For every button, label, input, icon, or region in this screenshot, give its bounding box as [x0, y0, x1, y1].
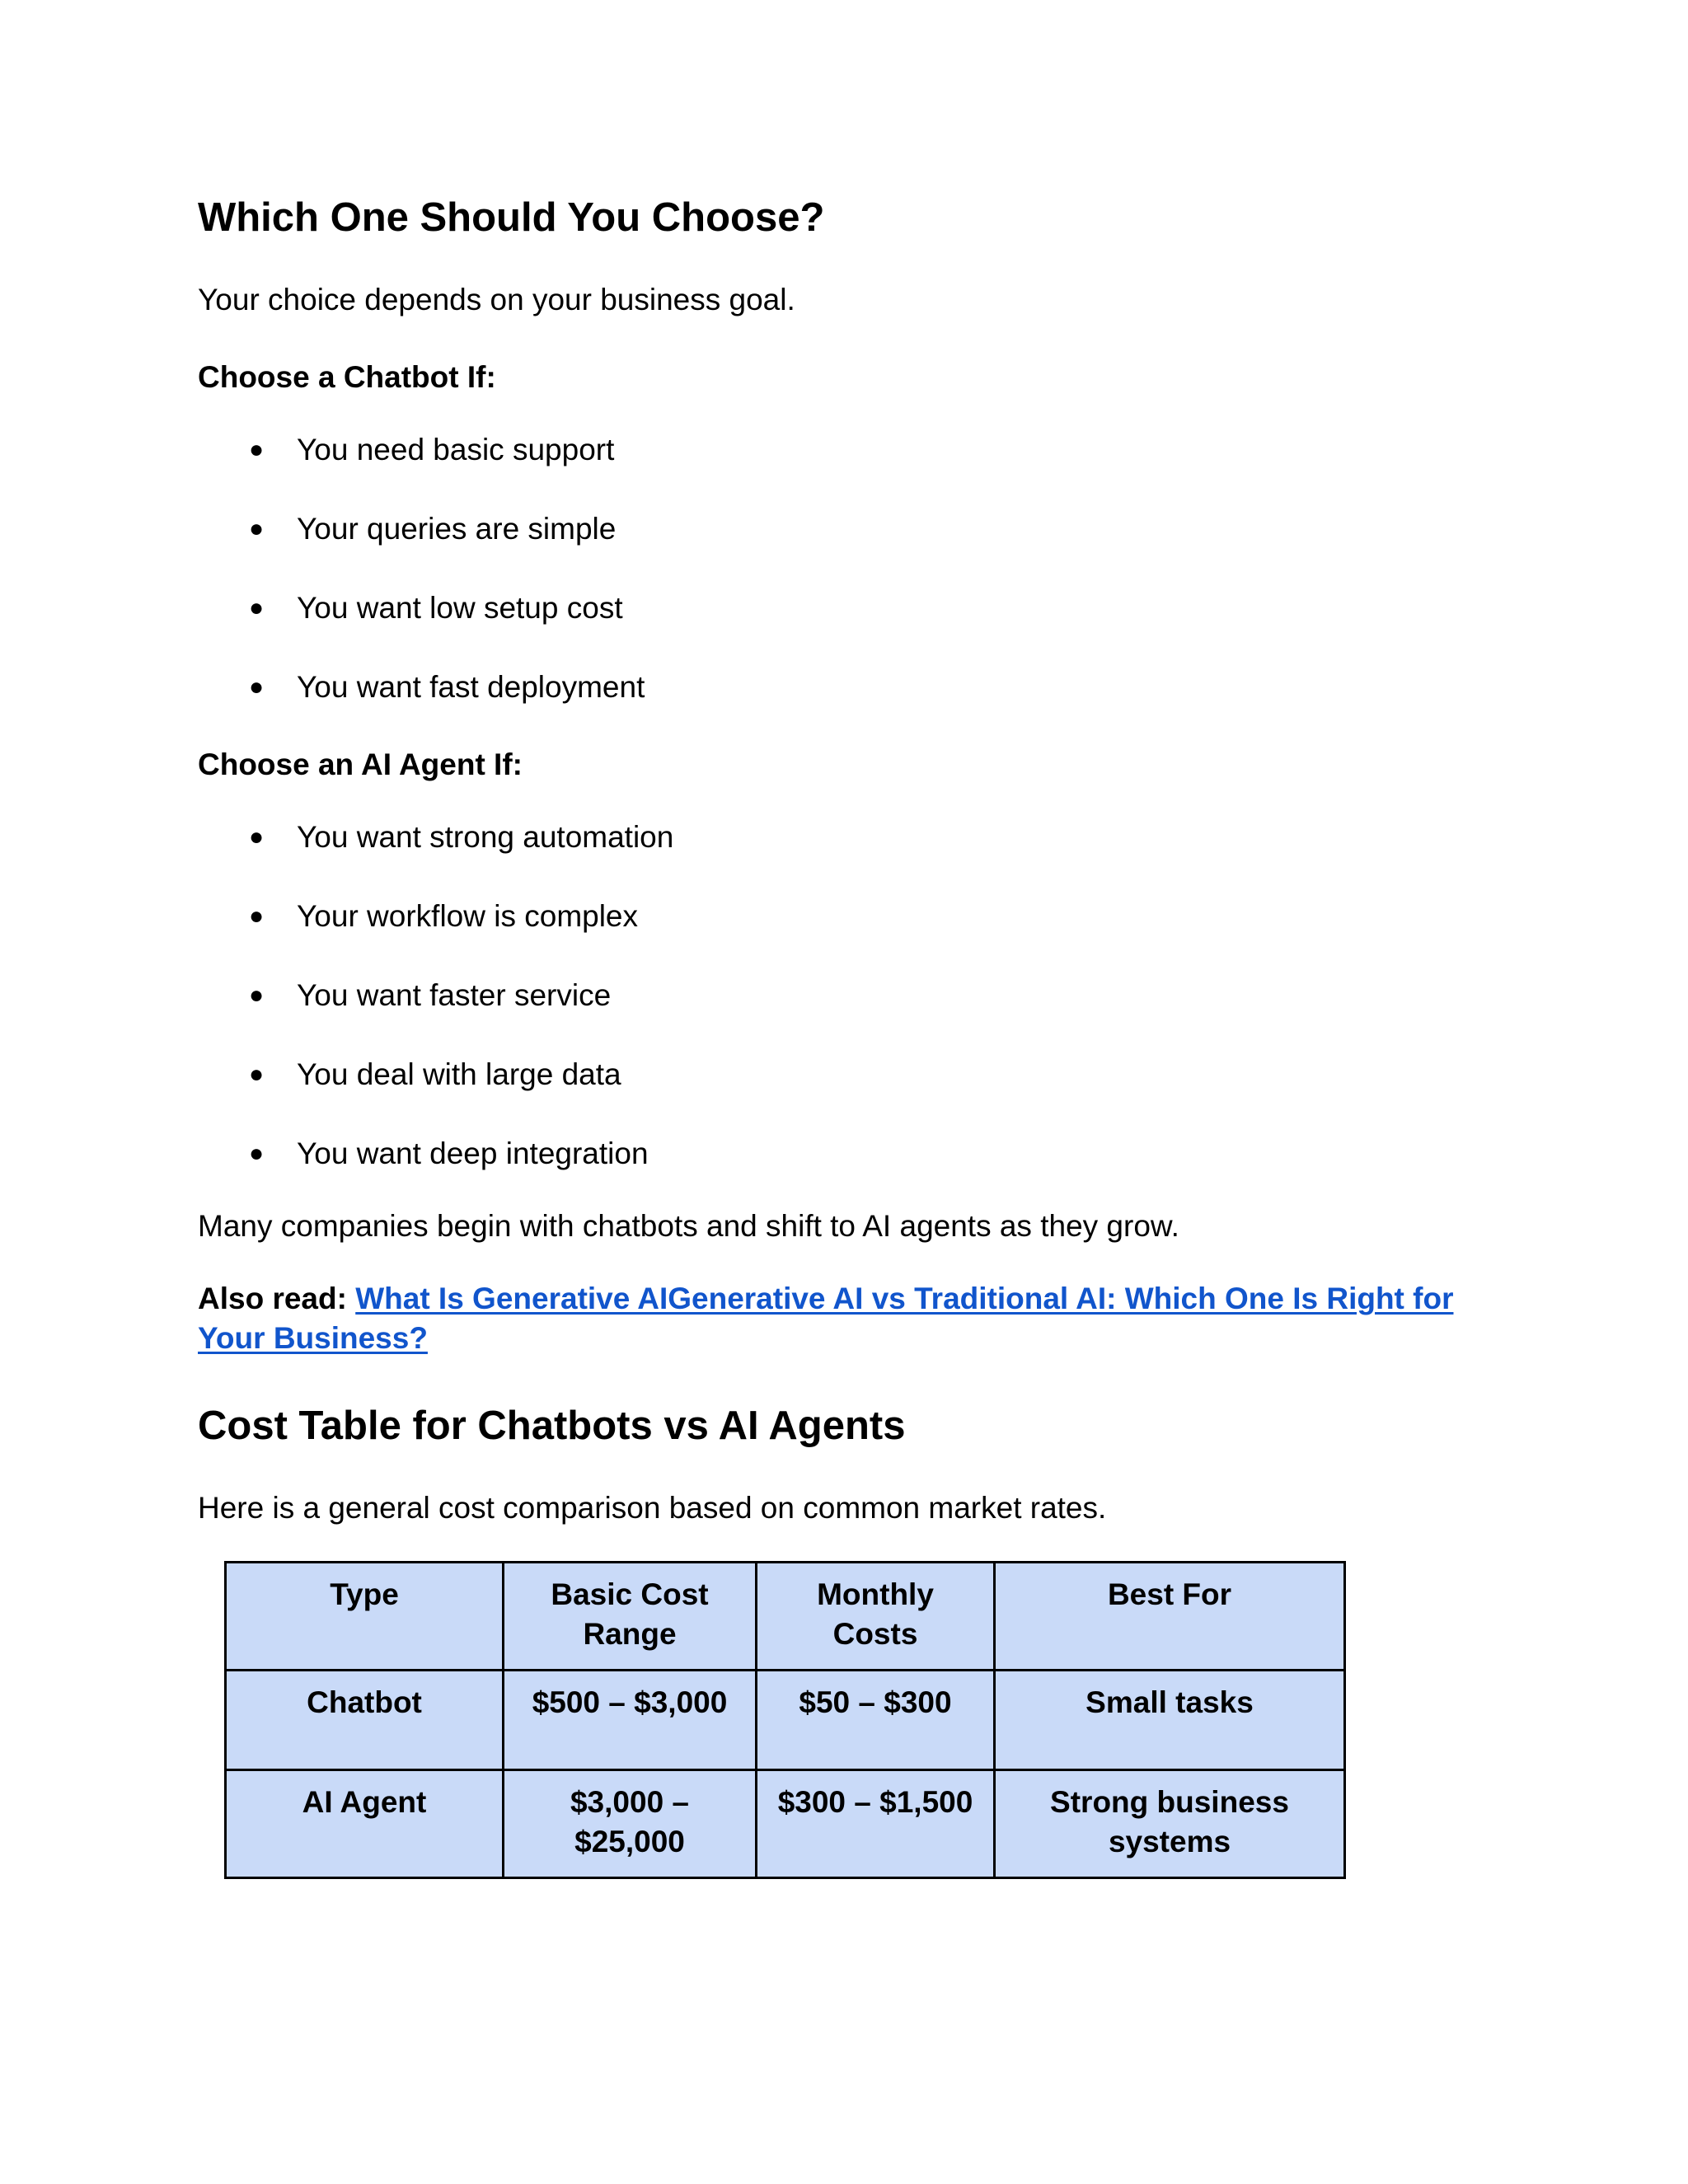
list-item: ● You want strong automation [198, 818, 1517, 857]
table-header-cell: Basic Cost Range [504, 1563, 757, 1671]
bullet-icon: ● [249, 673, 265, 701]
table-header-cell: Type [226, 1563, 504, 1671]
bullet-icon: ● [249, 902, 265, 930]
table-cell: $500 – $3,000 [504, 1671, 757, 1770]
bullet-icon: ● [249, 1140, 265, 1167]
table-cell: $3,000 – $25,000 [504, 1770, 757, 1878]
table-header-cell: Monthly Costs [757, 1563, 995, 1671]
bullet-icon: ● [249, 1061, 265, 1088]
list-item: ● You need basic support [198, 430, 1517, 470]
bullet-icon: ● [249, 823, 265, 851]
list-item: ● You want fast deployment [198, 668, 1517, 707]
cost-intro-paragraph: Here is a general cost comparison based on common market rates. [198, 1491, 1107, 1525]
table-cell: $50 – $300 [757, 1671, 995, 1770]
table-cell: Small tasks [995, 1671, 1345, 1770]
table-cell: AI Agent [226, 1770, 504, 1878]
also-read-link[interactable]: What Is Generative AIGenerative AI vs Traditional AI: Which One Is Right for Your Business? [198, 1282, 1454, 1355]
document-page [198, 0, 1517, 1879]
chatbot-subheading: Choose a Chatbot If: [198, 360, 496, 394]
bullet-icon: ● [249, 436, 265, 463]
table-row [226, 1671, 1345, 1770]
list-item: ● Your queries are simple [198, 509, 1517, 549]
table-header-row [226, 1563, 1345, 1671]
conclusion-paragraph: Many companies begin with chatbots and shift to AI agents as they grow. [198, 1209, 1179, 1243]
list-item: ● You want low setup cost [198, 588, 1517, 628]
also-read-label: Also read: [198, 1282, 347, 1315]
agent-subheading: Choose an AI Agent If: [198, 748, 523, 781]
table-cell: $300 – $1,500 [757, 1770, 995, 1878]
bullet-icon: ● [249, 982, 265, 1009]
agent-list [198, 818, 1517, 1174]
also-read-paragraph [198, 1279, 1517, 1358]
table-cell: Strong business systems [995, 1770, 1345, 1878]
list-item: ● You want deep integration [198, 1134, 1517, 1174]
intro-paragraph: Your choice depends on your business goal. [198, 283, 795, 316]
table-header-cell: Best For [995, 1563, 1345, 1671]
cost-table [224, 1561, 1346, 1879]
bullet-icon: ● [249, 515, 265, 542]
section-heading-cost-table: Cost Table for Chatbots vs AI Agents [198, 1404, 906, 1448]
list-item: ● You want faster service [198, 976, 1517, 1015]
list-item: ● Your workflow is complex [198, 897, 1517, 936]
chatbot-list [198, 430, 1517, 707]
bullet-icon: ● [249, 594, 265, 621]
table-cell: Chatbot [226, 1671, 504, 1770]
table-row [226, 1770, 1345, 1878]
list-item: ● You deal with large data [198, 1055, 1517, 1094]
section-heading-choose: Which One Should You Choose? [198, 195, 825, 240]
